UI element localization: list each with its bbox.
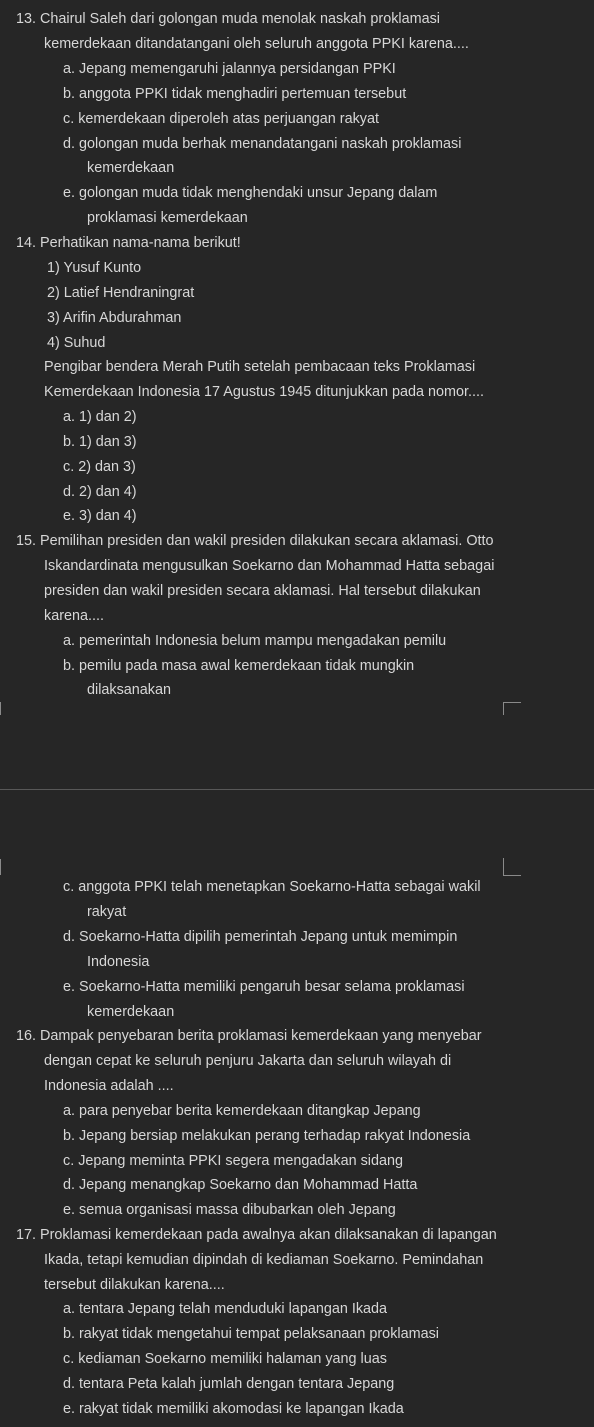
q13-option-b: b. anggota PPKI tidak menghadiri pertemuan tersebut: [63, 86, 407, 102]
q15-option-d-cont: Indonesia: [87, 954, 150, 970]
q16-option-b: b. Jepang bersiap melakukan perang terhadap rakyat Indonesia: [63, 1128, 471, 1144]
q14-option-c: c. 2) dan 3): [63, 459, 136, 475]
q15-option-b-cont: dilaksanakan: [87, 682, 172, 698]
q14-name-2: 2) Latief Hendraningrat: [47, 285, 195, 301]
q14-prompt-line-2: Kemerdekaan Indonesia 17 Agustus 1945 ditunjukkan pada nomor....: [44, 384, 485, 400]
corner-marker-bottom-v: [503, 858, 504, 875]
q16-stem-line-3: Indonesia adalah ....: [44, 1078, 174, 1094]
q15-option-b: b. pemilu pada masa awal kemerdekaan tidak mungkin: [63, 658, 415, 674]
q15-option-c: c. anggota PPKI telah menetapkan Soekarno-Hatta sebagai wakil: [63, 879, 481, 895]
q17-option-d: d. tentara Peta kalah jumlah dengan tentara Jepang: [63, 1376, 395, 1392]
q15-option-d: d. Soekarno-Hatta dipilih pemerintah Jepang untuk memimpin: [63, 929, 458, 945]
q13-option-e: e. golongan muda tidak menghendaki unsur Jepang dalam: [63, 185, 438, 201]
q17-stem-line-2: Ikada, tetapi kemudian dipindah di kediaman Soekarno. Pemindahan: [44, 1252, 484, 1268]
q13-option-a: a. Jepang memengaruhi jalannya persidangan PPKI: [63, 61, 396, 77]
left-edge-marker-top: [0, 702, 1, 715]
corner-marker-top-v: [503, 702, 504, 715]
q17-stem-line-1: 17. Proklamasi kemerdekaan pada awalnya akan dilaksanakan di lapangan: [16, 1227, 497, 1243]
q16-option-c: c. Jepang meminta PPKI segera mengadakan sidang: [63, 1153, 403, 1169]
q15-stem-line-2: Iskandardinata mengusulkan Soekarno dan Mohammad Hatta sebagai: [44, 558, 495, 574]
q15-stem-line-4: karena....: [44, 608, 104, 624]
q13-stem-line-1: 13. Chairul Saleh dari golongan muda menolak naskah proklamasi: [16, 11, 440, 27]
q14-name-1: 1) Yusuf Kunto: [47, 260, 142, 276]
q15-option-e: e. Soekarno-Hatta memiliki pengaruh besar selama proklamasi: [63, 979, 465, 995]
q15-option-e-cont: kemerdekaan: [87, 1004, 175, 1020]
q14-prompt-line-1: Pengibar bendera Merah Putih setelah pembacaan teks Proklamasi: [44, 359, 476, 375]
q16-option-d: d. Jepang menangkap Soekarno dan Mohammad Hatta: [63, 1177, 418, 1193]
left-edge-marker-bottom: [0, 859, 1, 875]
q16-option-e: e. semua organisasi massa dibubarkan oleh Jepang: [63, 1202, 396, 1218]
q13-stem-line-2: kemerdekaan ditandatangani oleh seluruh anggota PPKI karena....: [44, 36, 469, 52]
q13-option-d-cont: kemerdekaan: [87, 160, 175, 176]
q14-option-a: a. 1) dan 2): [63, 409, 137, 425]
q13-option-e-cont: proklamasi kemerdekaan: [87, 210, 248, 226]
q17-option-c: c. kediaman Soekarno memiliki halaman yang luas: [63, 1351, 387, 1367]
q17-stem-line-3: tersebut dilakukan karena....: [44, 1277, 225, 1293]
q15-stem-line-3: presiden dan wakil presiden secara aklamasi. Hal tersebut dilakukan: [44, 583, 481, 599]
q17-option-e: e. rakyat tidak memiliki akomodasi ke lapangan Ikada: [63, 1401, 404, 1417]
q14-option-e: e. 3) dan 4): [63, 508, 137, 524]
q14-stem: 14. Perhatikan nama-nama berikut!: [16, 235, 241, 251]
q15-option-a: a. pemerintah Indonesia belum mampu mengadakan pemilu: [63, 633, 447, 649]
q16-option-a: a. para penyebar berita kemerdekaan ditangkap Jepang: [63, 1103, 421, 1119]
corner-marker-top-h: [503, 702, 521, 703]
q17-option-b: b. rakyat tidak mengetahui tempat pelaksanaan proklamasi: [63, 1326, 439, 1342]
q14-name-4: 4) Suhud: [47, 335, 106, 351]
corner-marker-bottom-h: [503, 875, 521, 876]
section-divider: [0, 789, 594, 790]
q14-name-3: 3) Arifin Abdurahman: [47, 310, 182, 326]
q14-option-b: b. 1) dan 3): [63, 434, 137, 450]
q17-option-a: a. tentara Jepang telah menduduki lapangan Ikada: [63, 1301, 388, 1317]
q15-stem-line-1: 15. Pemilihan presiden dan wakil presiden dilakukan secara aklamasi. Otto: [16, 533, 494, 549]
q13-option-c: c. kemerdekaan diperoleh atas perjuangan rakyat: [63, 111, 379, 127]
q13-option-d: d. golongan muda berhak menandatangani naskah proklamasi: [63, 136, 462, 152]
q14-option-d: d. 2) dan 4): [63, 484, 137, 500]
q15-option-c-cont: rakyat: [87, 904, 127, 920]
q16-stem-line-2: dengan cepat ke seluruh penjuru Jakarta dan seluruh wilayah di: [44, 1053, 452, 1069]
q16-stem-line-1: 16. Dampak penyebaran berita proklamasi kemerdekaan yang menyebar: [16, 1028, 482, 1044]
